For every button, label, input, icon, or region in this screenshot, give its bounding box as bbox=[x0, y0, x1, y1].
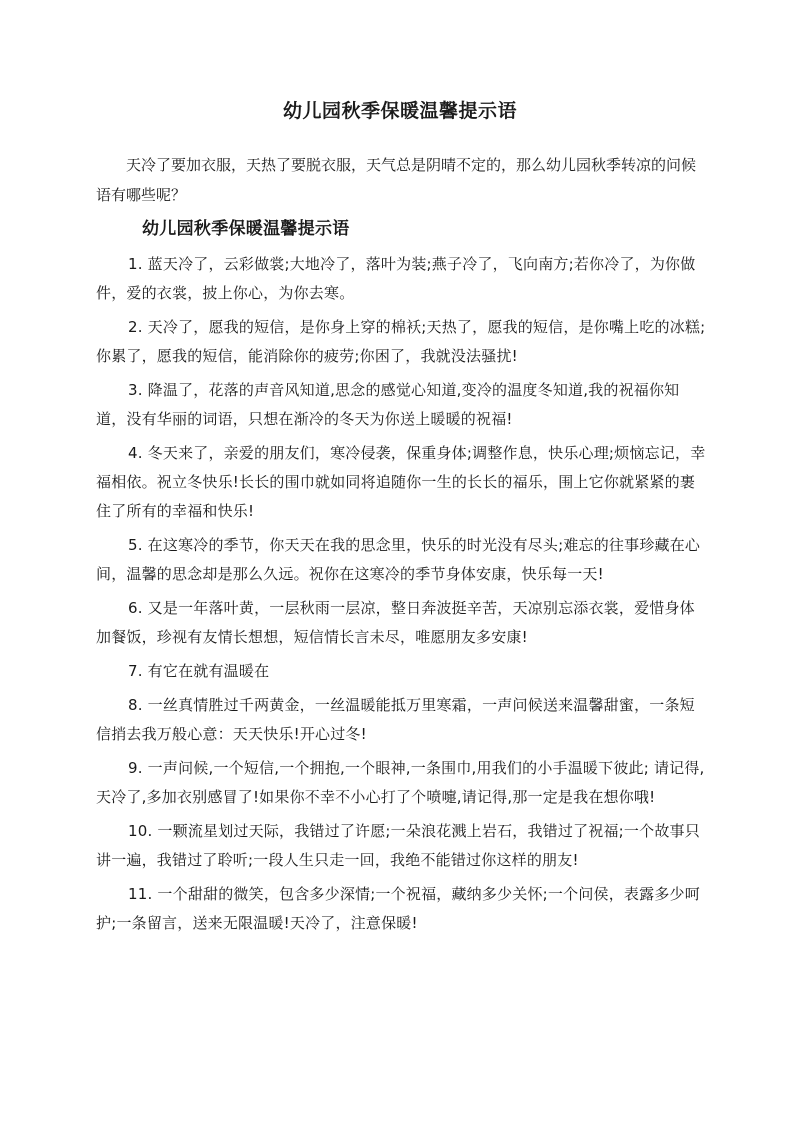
list-item: 5. 在这寒冷的季节，你天天在我的思念里，快乐的时光没有尽头;难忘的往事珍藏在心间，温馨的思念却是那么久远。祝你在这寒冷的季节身体安康，快乐每一天! bbox=[96, 536, 701, 583]
list-item: 9. 一声问候,一个短信,一个拥抱,一个眼神,一条围巾,用我们的小手温暖下彼此; 请记得,天冷了,多加衣别感冒了!如果你不幸不小心打了个喷嚏,请记得,那一定是我在想你哦! bbox=[96, 759, 705, 806]
list-item: 10. 一颗流星划过天际，我错过了许愿;一朵浪花溅上岩石，我错过了祝福;一个故事只讲一遍，我错过了聆听;一段人生只走一回，我绝不能错过你这样的朋友! bbox=[96, 822, 700, 869]
greeting-list bbox=[96, 250, 706, 943]
list-item: 11. 一个甜甜的微笑，包含多少深情;一个祝福，藏纳多少关怀;一个问侯，表露多少呵护;一条留言，送来无限温暖!天冷了，注意保暖! bbox=[96, 885, 700, 932]
list-item: 4. 冬天来了，亲爱的朋友们，寒冷侵袭，保重身体;调整作息，快乐心理;烦恼忘记，幸福相依。祝立冬快乐!长长的围巾就如同将追随你一生的长长的福乐，围上它你就紧紧的裹住了所有的幸福和快乐! bbox=[96, 444, 706, 520]
document-title: 幼儿园秋季保暖温馨提示语 bbox=[282, 100, 517, 122]
list-item: 3. 降温了，花落的声音风知道,思念的感觉心知道,变冷的温度冬知道,我的祝福你知道，没有华丽的词语，只想在渐冷的冬天为你送上暖暖的祝福! bbox=[96, 381, 680, 428]
intro-paragraph: 天冷了要加衣服，天热了要脱衣服，天气总是阴晴不定的，那么幼儿园秋季转凉的问候语有哪些呢？ bbox=[96, 156, 697, 204]
list-item: 2. 天冷了，愿我的短信，是你身上穿的棉袄;天热了，愿我的短信，是你嘴上吃的冰糕;你累了，愿我的短信，能消除你的疲劳;你困了，我就没法骚扰! bbox=[96, 318, 706, 365]
list-item: 8. 一丝真情胜过千两黄金，一丝温暖能抵万里寒霜，一声问候送来温馨甜蜜，一条短信捎去我万般心意：天天快乐!开心过冬! bbox=[96, 696, 695, 743]
list-item: 7. 有它在就有温暖在 bbox=[128, 662, 270, 680]
section-heading: 幼儿园秋季保暖温馨提示语 bbox=[142, 219, 350, 239]
list-item: 6. 又是一年落叶黄，一层秋雨一层凉，整日奔波挺辛苦，天凉别忘添衣裳，爱惜身体加餐饭，珍视有友情长想想，短信情长言未尽，唯愿朋友多安康! bbox=[96, 599, 695, 646]
list-item: 1. 蓝天冷了，云彩做裳;大地冷了，落叶为装;燕子冷了，飞向南方;若你冷了，为你做件，爱的衣裳，披上你心，为你去寒。 bbox=[96, 255, 696, 302]
